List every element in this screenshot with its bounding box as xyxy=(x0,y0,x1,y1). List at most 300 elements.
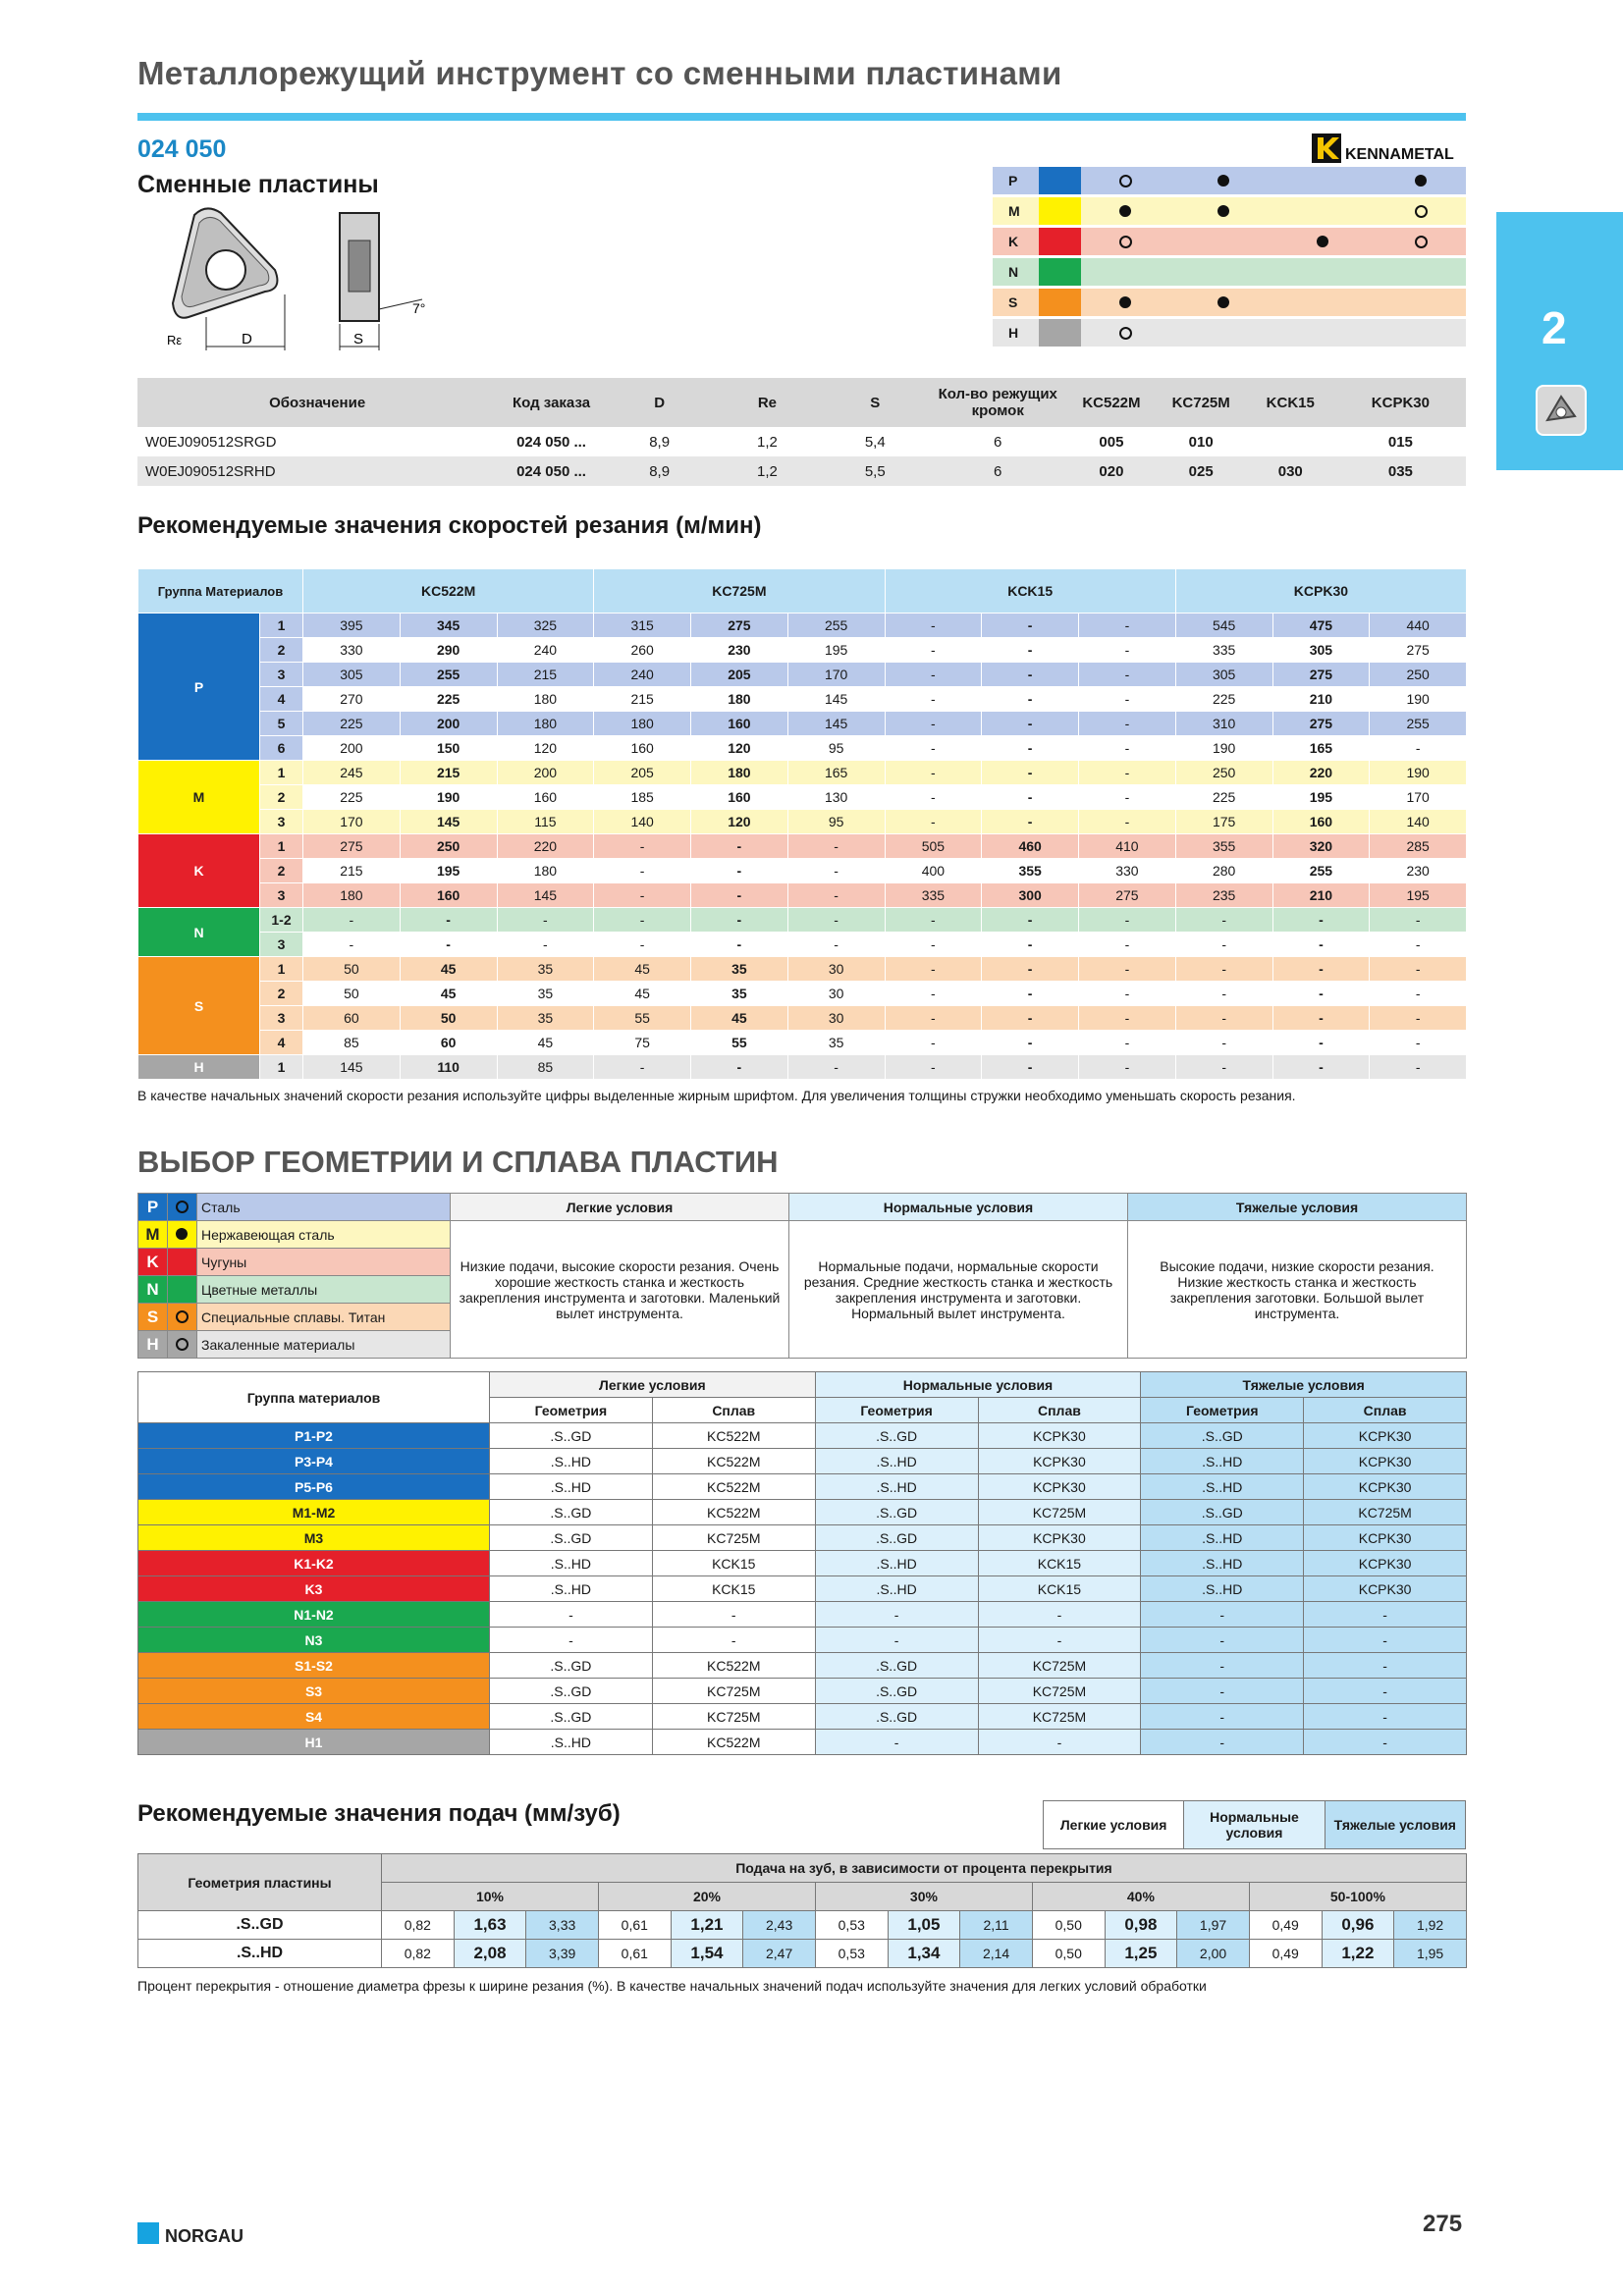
feed-cell: 0,61 xyxy=(598,1911,671,1940)
geo-cell: - xyxy=(1141,1679,1304,1704)
feed-cell: 1,21 xyxy=(671,1911,743,1940)
geo-cell: - xyxy=(978,1602,1141,1628)
dimension-s-label: S xyxy=(353,331,364,347)
speed-cell: - xyxy=(885,1006,982,1031)
spec-cell: 6 xyxy=(929,427,1066,456)
speed-cell: 35 xyxy=(691,957,788,982)
speed-cell: 1 xyxy=(260,1055,303,1080)
spec-cell: 8,9 xyxy=(606,427,714,456)
speed-cell: - xyxy=(1079,908,1176,933)
material-name-cell: Нержавеющая сталь xyxy=(197,1221,451,1249)
geo-cell: - xyxy=(490,1602,653,1628)
speed-cell: 210 xyxy=(1272,687,1370,712)
speed-cell: - xyxy=(1079,1006,1176,1031)
speed-row xyxy=(138,614,1467,638)
geo-cell: .S..HD xyxy=(1141,1576,1304,1602)
empty-circle-icon xyxy=(1119,175,1132,187)
filled-circle-icon xyxy=(1217,175,1229,187)
feed-cell: 2,00 xyxy=(1177,1940,1250,1968)
speed-row xyxy=(138,1055,1467,1080)
geo-cell: KCK15 xyxy=(978,1576,1141,1602)
speed-cell: 290 xyxy=(400,638,497,663)
geo-cell: - xyxy=(1304,1628,1467,1653)
geo-cell: .S..HD xyxy=(815,1551,978,1576)
speed-cell: - xyxy=(1370,1055,1467,1080)
geo-cell: KCK15 xyxy=(652,1551,815,1576)
speed-row xyxy=(138,663,1467,687)
speed-cell: 35 xyxy=(497,982,594,1006)
geo-cell: - xyxy=(1304,1704,1467,1730)
speed-cell: - xyxy=(691,859,788,883)
speed-cell: 190 xyxy=(400,785,497,810)
speed-cell: 4 xyxy=(260,1031,303,1055)
speed-cell: - xyxy=(691,883,788,908)
geo-cell: KC725M xyxy=(652,1525,815,1551)
speed-cell: - xyxy=(982,687,1079,712)
geo-row xyxy=(138,1602,1467,1628)
speed-cell: 255 xyxy=(787,614,885,638)
geo-cell: KCPK30 xyxy=(1304,1576,1467,1602)
norgau-wordmark: NORGAU xyxy=(165,2226,243,2246)
speed-cell: 2 xyxy=(260,638,303,663)
legend-color-swatch xyxy=(1039,319,1081,347)
speed-cell: 3 xyxy=(260,1006,303,1031)
feed-cell: 2,43 xyxy=(743,1911,816,1940)
speed-cell: - xyxy=(1079,638,1176,663)
speed-cell: - xyxy=(885,761,982,785)
speed-cell: 305 xyxy=(1175,663,1272,687)
speed-cell: 240 xyxy=(497,638,594,663)
feed-cell: 1,92 xyxy=(1394,1911,1467,1940)
speed-cell: - xyxy=(1079,687,1176,712)
speed-cell: 160 xyxy=(1272,810,1370,834)
speed-cell: 215 xyxy=(497,663,594,687)
spec-cell xyxy=(1246,427,1335,456)
feed-cell: 0,50 xyxy=(1032,1940,1105,1968)
feed-cell: 2,47 xyxy=(743,1940,816,1968)
speed-cell: 3 xyxy=(260,933,303,957)
feed-cell: 0,96 xyxy=(1322,1911,1394,1940)
speed-cell: - xyxy=(303,908,401,933)
spec-cell: 6 xyxy=(929,456,1066,486)
speed-grade-header: KC725M xyxy=(594,569,885,614)
speed-cell: - xyxy=(691,834,788,859)
speed-cell: 345 xyxy=(400,614,497,638)
material-name-cell: Цветные металлы xyxy=(197,1276,451,1304)
geo-row xyxy=(138,1704,1467,1730)
legend-group-label: S xyxy=(1008,294,1018,310)
speed-cell: - xyxy=(982,614,1079,638)
speed-cell: 215 xyxy=(303,859,401,883)
geo-cell: KC522M xyxy=(652,1474,815,1500)
geo-condition-header: Тяжелые условия xyxy=(1141,1372,1467,1398)
feed-cell: 0,82 xyxy=(382,1940,455,1968)
speed-cell: - xyxy=(982,761,1079,785)
speed-cell: 2 xyxy=(260,785,303,810)
geo-cell: - xyxy=(1141,1730,1304,1755)
feed-cell: 1,22 xyxy=(1322,1940,1394,1968)
spec-cell: 005 xyxy=(1066,427,1156,456)
condition-description: Высокие подачи, низкие скорости резания. Низкие жесткость станка и жесткость закрепления заготовки. Большой вылет инструмента. xyxy=(1128,1221,1467,1359)
legend-group-label: M xyxy=(1008,203,1020,219)
speed-cell: 220 xyxy=(1272,761,1370,785)
speed-cell: 170 xyxy=(303,810,401,834)
speed-cell: 165 xyxy=(787,761,885,785)
speed-cell: 160 xyxy=(594,736,691,761)
speed-cell: 330 xyxy=(303,638,401,663)
speed-cell: 255 xyxy=(1272,859,1370,883)
speed-cell: - xyxy=(885,810,982,834)
speed-cell: 250 xyxy=(400,834,497,859)
speed-cell: 55 xyxy=(691,1031,788,1055)
geo-condition-header: Легкие условия xyxy=(490,1372,816,1398)
milling-insert-icon xyxy=(1536,385,1587,436)
spec-cell: 030 xyxy=(1246,456,1335,486)
geo-cell: KCK15 xyxy=(652,1576,815,1602)
material-group-cell: N xyxy=(138,1276,168,1304)
legend-color-swatch xyxy=(1039,228,1081,255)
speed-cell: 275 xyxy=(1272,663,1370,687)
speed-cell: 45 xyxy=(400,957,497,982)
speed-cell: 190 xyxy=(1370,761,1467,785)
speed-group-cell: H xyxy=(138,1055,260,1080)
geo-cell: .S..GD xyxy=(815,1500,978,1525)
spec-cell: 025 xyxy=(1157,456,1246,486)
speed-row xyxy=(138,883,1467,908)
speed-cell: 3 xyxy=(260,883,303,908)
dimension-re-label: Rε xyxy=(167,333,183,347)
geo-cell: KC522M xyxy=(652,1449,815,1474)
feed-cell: 1,54 xyxy=(671,1940,743,1968)
geo-row xyxy=(138,1653,1467,1679)
geo-cell: KC725M xyxy=(978,1679,1141,1704)
geo-sub-header: Сплав xyxy=(1304,1398,1467,1423)
geo-cell: .S..HD xyxy=(1141,1474,1304,1500)
geo-group-cell: M3 xyxy=(138,1525,490,1551)
geo-cell: .S..GD xyxy=(815,1653,978,1679)
speed-cell: - xyxy=(787,834,885,859)
product-code: 024 050 xyxy=(137,135,227,163)
speed-cell: - xyxy=(1175,1031,1272,1055)
legend-row-s xyxy=(993,289,1466,316)
speed-cell: 475 xyxy=(1272,614,1370,638)
speed-cell: - xyxy=(594,834,691,859)
geo-cell: KCPK30 xyxy=(978,1449,1141,1474)
geo-cell: KCPK30 xyxy=(1304,1423,1467,1449)
spec-row xyxy=(137,456,1466,486)
geo-group-cell: N1-N2 xyxy=(138,1602,490,1628)
geo-cell: - xyxy=(1141,1602,1304,1628)
speed-cell: 45 xyxy=(594,957,691,982)
material-group-cell: M xyxy=(138,1221,168,1249)
speed-cell: 3 xyxy=(260,810,303,834)
page-number: 275 xyxy=(1423,2211,1463,2237)
speed-cell: 225 xyxy=(400,687,497,712)
speed-cell: 190 xyxy=(1370,687,1467,712)
geo-cell: - xyxy=(1141,1628,1304,1653)
speed-cell: 330 xyxy=(1079,859,1176,883)
speed-cell: 35 xyxy=(497,957,594,982)
speed-cell: 160 xyxy=(691,785,788,810)
geo-cell: .S..GD xyxy=(1141,1423,1304,1449)
speed-cell: 205 xyxy=(691,663,788,687)
speed-cell: - xyxy=(1175,1055,1272,1080)
empty-circle-icon xyxy=(176,1201,189,1213)
spec-cell: 010 xyxy=(1157,427,1246,456)
spec-cell: 015 xyxy=(1335,427,1466,456)
speed-cell: 180 xyxy=(497,687,594,712)
speed-cell: - xyxy=(885,614,982,638)
geo-group-cell: H1 xyxy=(138,1730,490,1755)
geo-row xyxy=(138,1679,1467,1704)
geo-cell: .S..GD xyxy=(490,1653,653,1679)
spec-cell: W0EJ090512SRHD xyxy=(137,456,497,486)
speed-cell: 145 xyxy=(497,883,594,908)
speed-cell: 210 xyxy=(1272,883,1370,908)
geo-group-cell: P3-P4 xyxy=(138,1449,490,1474)
speed-cell: 240 xyxy=(594,663,691,687)
angle-label: 7° xyxy=(412,300,426,316)
geo-cell: .S..HD xyxy=(1141,1551,1304,1576)
speed-row xyxy=(138,1006,1467,1031)
feed-legend-cell: Легкие условия xyxy=(1044,1801,1184,1849)
norgau-square-icon xyxy=(137,2222,159,2244)
legend-row-n xyxy=(993,258,1466,286)
speed-cell: 175 xyxy=(1175,810,1272,834)
geo-cell: .S..HD xyxy=(490,1730,653,1755)
speed-cell: 545 xyxy=(1175,614,1272,638)
material-mark-cell xyxy=(168,1331,197,1359)
geo-cell: .S..GD xyxy=(490,1500,653,1525)
geo-group-header: Группа материалов xyxy=(138,1372,490,1423)
legend-color-swatch xyxy=(1039,289,1081,316)
empty-circle-icon xyxy=(1415,236,1428,248)
feed-row xyxy=(138,1940,1467,1968)
legend-row-h xyxy=(993,319,1466,347)
speed-cell: - xyxy=(497,908,594,933)
spec-cell: 024 050 ... xyxy=(497,427,605,456)
geo-group-cell: M1-M2 xyxy=(138,1500,490,1525)
speed-group-cell: M xyxy=(138,761,260,834)
speed-cell: - xyxy=(1370,982,1467,1006)
speed-cell: 410 xyxy=(1079,834,1176,859)
speed-cell: 1 xyxy=(260,834,303,859)
speed-cell: 335 xyxy=(885,883,982,908)
speed-cell: 55 xyxy=(594,1006,691,1031)
geo-cell: - xyxy=(1304,1653,1467,1679)
speed-cell: - xyxy=(885,712,982,736)
insert-drawing xyxy=(147,201,442,358)
spec-header-cell: KC522M xyxy=(1066,378,1156,427)
speed-cell: - xyxy=(691,908,788,933)
speed-group-cell: P xyxy=(138,614,260,761)
speed-cell: - xyxy=(982,810,1079,834)
geo-sub-header: Сплав xyxy=(652,1398,815,1423)
speed-cell: - xyxy=(1272,933,1370,957)
speed-cell: 50 xyxy=(303,982,401,1006)
speed-cell: 280 xyxy=(1175,859,1272,883)
speed-cell: 355 xyxy=(982,859,1079,883)
geo-cell: KCPK30 xyxy=(1304,1474,1467,1500)
speed-cell: - xyxy=(1272,1006,1370,1031)
speed-row xyxy=(138,638,1467,663)
speed-cell: 50 xyxy=(303,957,401,982)
speed-cell: 160 xyxy=(691,712,788,736)
feed-legend-cell: Нормальные условия xyxy=(1184,1801,1325,1849)
feed-cell: 1,34 xyxy=(888,1940,960,1968)
speed-cell: - xyxy=(1175,957,1272,982)
speed-cell: 45 xyxy=(691,1006,788,1031)
speed-cell: 215 xyxy=(400,761,497,785)
speed-cell: 225 xyxy=(1175,785,1272,810)
geo-cell: .S..HD xyxy=(815,1576,978,1602)
geo-cell: KCPK30 xyxy=(978,1423,1141,1449)
speed-cell: 6 xyxy=(260,736,303,761)
condition-title: Легкие условия xyxy=(451,1194,789,1221)
condition-title: Нормальные условия xyxy=(789,1194,1128,1221)
speed-cell: - xyxy=(594,883,691,908)
feed-cell: 0,82 xyxy=(382,1911,455,1940)
geo-cell: KCPK30 xyxy=(978,1525,1141,1551)
speed-cell: 255 xyxy=(1370,712,1467,736)
speed-cell: 275 xyxy=(691,614,788,638)
speed-grade-header: KCK15 xyxy=(885,569,1175,614)
speed-group-cell: K xyxy=(138,834,260,908)
speed-cell: 245 xyxy=(303,761,401,785)
spec-cell: 024 050 ... xyxy=(497,456,605,486)
conditions-table xyxy=(137,1193,1467,1359)
speed-cell: 30 xyxy=(787,1006,885,1031)
speed-row xyxy=(138,834,1467,859)
speed-cell: 30 xyxy=(787,982,885,1006)
speed-row xyxy=(138,908,1467,933)
speed-cell: - xyxy=(885,957,982,982)
speed-cell: - xyxy=(787,883,885,908)
speed-note: В качестве начальных значений скорости резания используйте цифры выделенные жирным шрифтом. Для увеличения толщины стружки необходимо уменьшать скорость резания. xyxy=(137,1088,1296,1103)
speed-cell: - xyxy=(885,1055,982,1080)
speed-cell: - xyxy=(885,663,982,687)
geo-cell: .S..GD xyxy=(490,1525,653,1551)
speed-cell: 140 xyxy=(1370,810,1467,834)
speed-cell: - xyxy=(982,638,1079,663)
page-header-title: Металлорежущий инструмент со сменными пластинами xyxy=(137,55,1062,91)
speed-cell: 225 xyxy=(1175,687,1272,712)
speed-cell: - xyxy=(885,638,982,663)
insert-spec-table xyxy=(137,378,1466,486)
material-group-cell: K xyxy=(138,1249,168,1276)
material-group-cell: P xyxy=(138,1194,168,1221)
speed-group-header: Группа Материалов xyxy=(138,569,303,614)
speed-cell: 300 xyxy=(982,883,1079,908)
speed-cell: - xyxy=(885,736,982,761)
speed-cell: - xyxy=(1272,1031,1370,1055)
speed-cell: 45 xyxy=(497,1031,594,1055)
geo-cell: KC522M xyxy=(652,1730,815,1755)
speed-cell: - xyxy=(1370,1031,1467,1055)
geo-cell: - xyxy=(1304,1602,1467,1628)
material-mark-cell xyxy=(168,1304,197,1331)
speed-cell: 235 xyxy=(1175,883,1272,908)
speed-cell: - xyxy=(1175,933,1272,957)
header-rule xyxy=(137,113,1466,121)
geo-cell: - xyxy=(652,1628,815,1653)
speed-cell: 305 xyxy=(1272,638,1370,663)
speed-cell: - xyxy=(982,982,1079,1006)
speed-cell: 145 xyxy=(787,687,885,712)
speed-cell: - xyxy=(982,957,1079,982)
geo-cell: KCK15 xyxy=(978,1551,1141,1576)
geo-row xyxy=(138,1628,1467,1653)
speed-cell: 115 xyxy=(497,810,594,834)
geo-cell: KC725M xyxy=(978,1653,1141,1679)
geo-sub-header: Сплав xyxy=(978,1398,1141,1423)
material-mark-cell xyxy=(168,1221,197,1249)
feed-percent-header: 40% xyxy=(1032,1883,1249,1911)
speed-cell: 170 xyxy=(787,663,885,687)
speed-cell: - xyxy=(1079,810,1176,834)
speed-cell: 255 xyxy=(400,663,497,687)
geo-sub-header: Геометрия xyxy=(1141,1398,1304,1423)
feed-table xyxy=(137,1853,1467,1968)
speed-cell: 145 xyxy=(400,810,497,834)
dimension-d-label: D xyxy=(242,331,252,347)
speed-cell: - xyxy=(982,736,1079,761)
geo-cell: .S..GD xyxy=(815,1525,978,1551)
speed-cell: - xyxy=(594,1055,691,1080)
geo-row xyxy=(138,1423,1467,1449)
speed-cell: 130 xyxy=(787,785,885,810)
feed-section-title: Рекомендуемые значения подач (мм/зуб) xyxy=(137,1800,621,1827)
speed-cell: - xyxy=(1079,712,1176,736)
speed-cell: 315 xyxy=(594,614,691,638)
speed-cell: 1 xyxy=(260,957,303,982)
speed-cell: 355 xyxy=(1175,834,1272,859)
geo-cell: .S..HD xyxy=(1141,1525,1304,1551)
speed-row xyxy=(138,712,1467,736)
feed-condition-legend xyxy=(1043,1800,1466,1849)
material-name-cell: Сталь xyxy=(197,1194,451,1221)
geo-cell: KCPK30 xyxy=(978,1474,1141,1500)
kennametal-logo xyxy=(1312,132,1467,165)
geo-group-cell: K3 xyxy=(138,1576,490,1602)
feed-percent-header: 30% xyxy=(815,1883,1032,1911)
spec-cell: 8,9 xyxy=(606,456,714,486)
speed-cell: - xyxy=(1079,663,1176,687)
speed-cell: - xyxy=(787,859,885,883)
filled-circle-icon xyxy=(1217,205,1229,217)
speed-row xyxy=(138,810,1467,834)
speed-cell: 285 xyxy=(1370,834,1467,859)
speed-cell: 440 xyxy=(1370,614,1467,638)
filled-circle-icon xyxy=(1317,236,1328,247)
chapter-number: 2 xyxy=(1542,302,1567,353)
speed-cell: 45 xyxy=(594,982,691,1006)
filled-circle-icon xyxy=(1119,296,1131,308)
speed-cell: - xyxy=(400,908,497,933)
speed-cell: 180 xyxy=(691,761,788,785)
speed-cell: 165 xyxy=(1272,736,1370,761)
speed-cell: 30 xyxy=(787,957,885,982)
speed-cell: 160 xyxy=(400,883,497,908)
spec-cell: 1,2 xyxy=(714,427,822,456)
speed-cell: 275 xyxy=(303,834,401,859)
feed-percent-header: 10% xyxy=(382,1883,599,1911)
speed-row xyxy=(138,1031,1467,1055)
speed-cell: - xyxy=(1370,1006,1467,1031)
geo-sub-header: Геометрия xyxy=(490,1398,653,1423)
speed-cell: - xyxy=(691,933,788,957)
legend-group-label: P xyxy=(1008,173,1018,188)
